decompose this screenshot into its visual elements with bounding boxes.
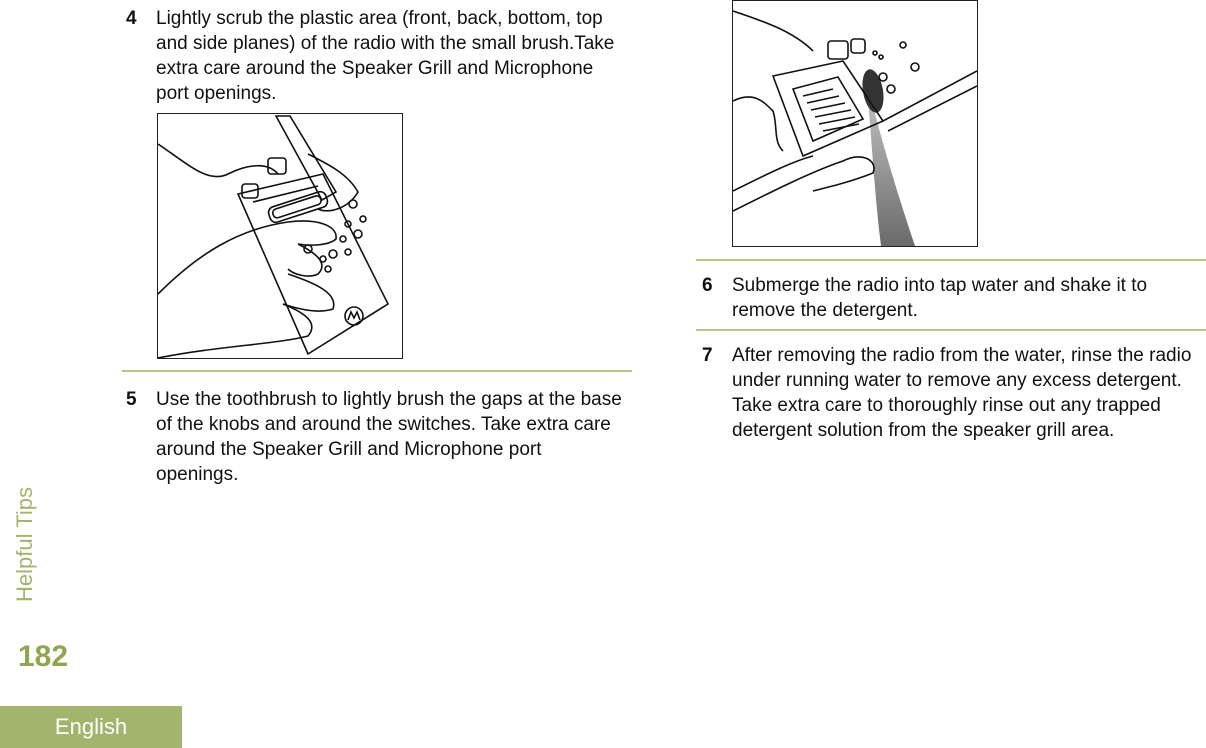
divider xyxy=(696,329,1206,331)
language-tab xyxy=(0,706,182,748)
step-7 xyxy=(702,343,1202,443)
radio-scrub-illustration-icon xyxy=(158,114,402,358)
step-number: 4 xyxy=(126,8,137,29)
page-number: 182 xyxy=(18,640,69,673)
divider xyxy=(696,259,1206,261)
step-number: 7 xyxy=(702,345,713,366)
divider xyxy=(122,370,632,372)
language-label: English xyxy=(54,714,128,739)
step-5 xyxy=(126,387,626,487)
section-title: Helpful Tips xyxy=(12,487,37,602)
radio-rinse-illustration-icon xyxy=(733,1,977,246)
step-number: 6 xyxy=(702,275,713,296)
step-6 xyxy=(702,273,1202,323)
step-number: 5 xyxy=(126,389,137,410)
step-text: Submerge the radio into tap water and shake it to remove the detergent. xyxy=(732,275,1148,321)
step-text: After removing the radio from the water, rinse the radio under running water to remove any excess detergent. Take extra care to thoroughly rinse out any trapped detergent solution from the speaker grill area. xyxy=(732,345,1192,441)
rinse-figure xyxy=(732,0,978,247)
step-text: Lightly scrub the plastic area (front, back, bottom, top and side planes) of the radio with the small brush.Take extra care around the Speaker Grill and Microphone port openings. xyxy=(156,8,615,104)
scrub-figure xyxy=(157,113,403,359)
step-4 xyxy=(126,6,626,106)
step-text: Use the toothbrush to lightly brush the gaps at the base of the knobs and around the switches. Take extra care around the Speaker Grill and Microphone port openings. xyxy=(156,389,622,485)
